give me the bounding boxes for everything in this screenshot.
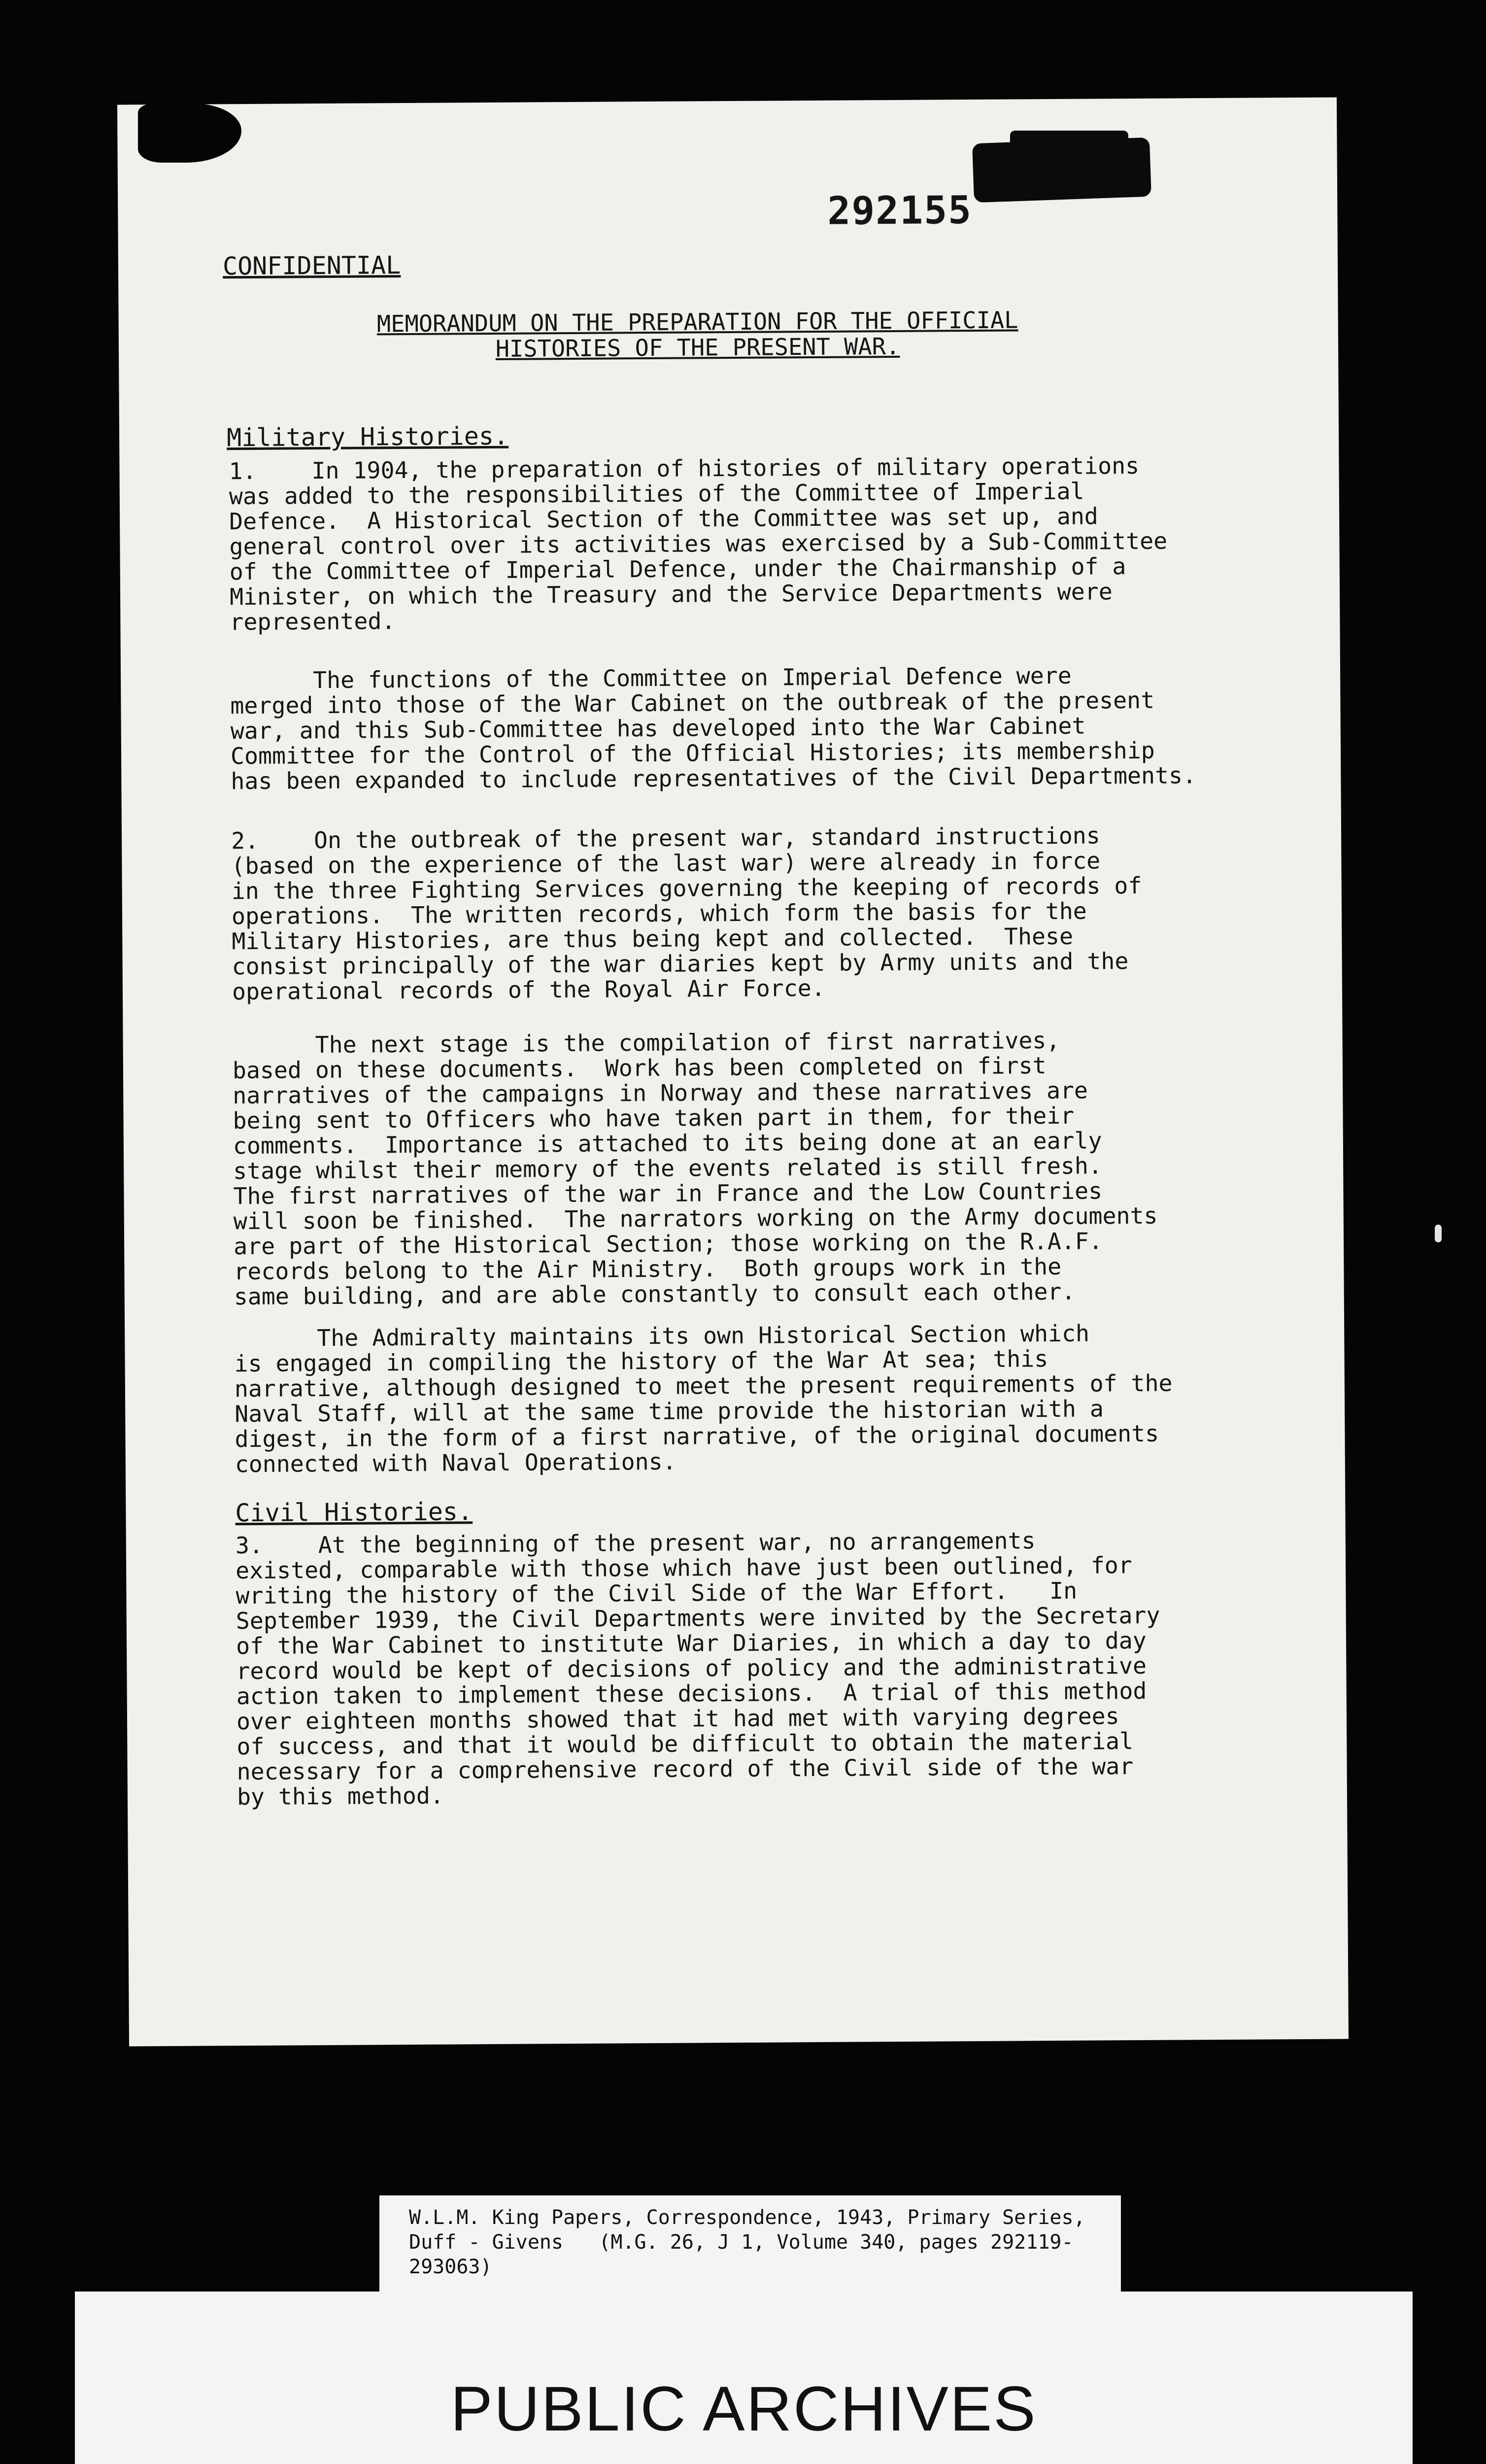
- document-page: [117, 97, 1349, 2046]
- memorandum-title: MEMORANDUM ON THE PREPARATION FOR THE OFFICIAL HISTORIES OF THE PRESENT WAR.: [376, 307, 1018, 363]
- paragraph-2: 2. On the outbreak of the present war, standard instructions (based on the experience of the last war) were already in force in the three Fighting Services governing the keeping of records of operations. The written records, which form the basis for the Military Histories, are thus being kept and collected. These consist principally of the war diaries kept by Army units and the operational records of the Royal Air Force.: [231, 822, 1142, 1005]
- classification-label: CONFIDENTIAL: [222, 251, 401, 281]
- edge-mark: [1435, 1225, 1442, 1242]
- paragraph-1b: The functions of the Committee on Imperial Defence were merged into those of the War Cabinet on the outbreak of the present war, and this Sub-Committee has developed into the War Cabinet Committee for the Control of the Official Histories; its membership has been expanded to include representatives of the Civil Departments.: [230, 662, 1197, 795]
- section-heading-military: Military Histories.: [226, 421, 509, 452]
- paragraph-3: 3. At the beginning of the present war, no arrangements existed, comparable with those which have just been outlined, for writing the history of the Civil Side of the War Effort. In September 1939, the Civil Departments were invited by the Secretary of the War Cabinet to institute War Diaries, in which a day to day record would be kept of decisions of policy and the administrative action taken to implement these decisions. A trial of this method over eighteen months showed that it had met with varying degrees of success, and that it would be difficult to obtain the material necessary for a comprehensive record of the Civil side of the war by this method.: [235, 1527, 1160, 1811]
- paragraph-1: 1. In 1904, the preparation of histories of military operations was added to the responsibilities of the Committee of Imperial Defence. A Historical Section of the Committee was set up, and general control over its activities was exercised by a Sub-Committee of the Committee of Imperial Defence, under the Chairmanship of a Minister, on which the Treasury and the Service Departments were represented.: [229, 452, 1168, 636]
- blackout-tape-top: [1010, 131, 1128, 150]
- archive-citation-text: W.L.M. King Papers, Correspondence, 1943, Primary Series, Duff - Givens (M.G. 26, J 1, Volume 340, pages 292119- 293063): [409, 2206, 1085, 2278]
- public-archives-card: [75, 2292, 1413, 2464]
- archive-citation-label: [379, 2195, 1121, 2299]
- paragraph-2c: The Admiralty maintains its own Historical Section which is engaged in compiling the history of the War At sea; this narrative, although designed to meet the present requirements of the Naval Staff, will at the same time provide the historian with a digest, in the form of a first narrative, of the original documents connected with Naval Operations.: [234, 1320, 1173, 1478]
- section-heading-civil: Civil Histories.: [235, 1497, 473, 1528]
- paragraph-2b: The next stage is the compilation of first narratives, based on these documents. Work has been completed on first narratives of the campaigns in Norway and these narratives are being sent to Officers who have taken part in them, for their comments. Importance is attached to its being done at an early stage whilst their memory of the events related is still fresh. The first narratives of the war in France and the Low Countries will soon be finished. The narrators working on the Army documents are part of the Historical Section; those working on the R.A.F. records belong to the Air Ministry. Both groups work in the same building, and are able constantly to consult each other.: [232, 1027, 1158, 1310]
- page-number: 292155: [827, 188, 973, 234]
- archive-name-en: PUBLIC ARCHIVES: [450, 2374, 1037, 2444]
